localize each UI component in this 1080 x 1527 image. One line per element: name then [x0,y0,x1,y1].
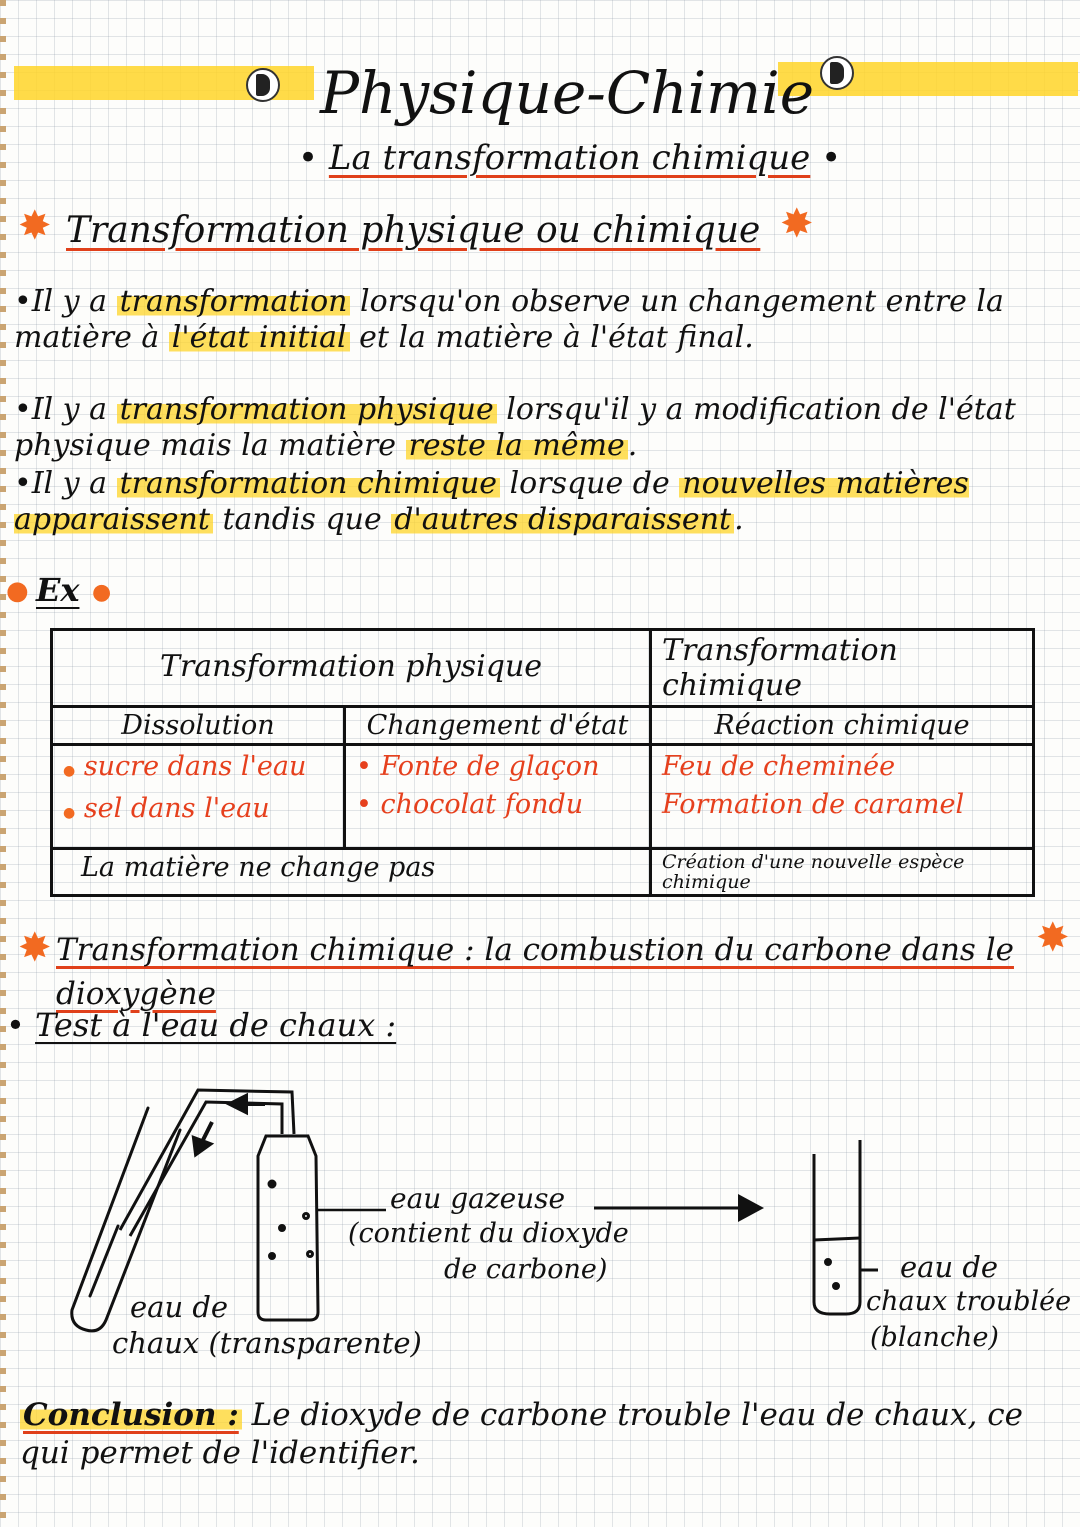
star-icon: ✸ [780,201,814,247]
table-head-chemical: Transformation chimique [651,630,1034,707]
paragraph-chemical: •Il y a transformation chimique lorsque de nouvelles matières apparaissent tandis que d'autres disparaissent . [14,466,969,537]
table-sub-reaction: Réaction chimique [651,707,1034,745]
dot-icon: ● [6,576,29,606]
label-eau-gazeuse-note1: (contient du dioxyde [348,1218,629,1249]
examples-table [50,628,1035,897]
label-cloudy-1: eau de [900,1250,999,1284]
star-icon: ✸ [18,925,52,971]
list-item: Feu de cheminée [662,751,896,782]
binder-holes [0,0,6,1527]
subtitle-text: La transformation chimique [328,138,811,178]
table-footer-chemical: Création d'une nouvelle espèce chimique [651,849,1034,896]
list-item: • chocolat fondu [356,789,584,820]
binder-hole-right-icon [820,56,854,90]
conclusion [20,1396,1060,1472]
conclusion-text: Le dioxyde de carbone trouble l'eau de chaux, ce qui permet de l'identifier. [20,1397,1023,1471]
section2-heading: Transformation chimique : la combustion du carbone dans le dioxygène [56,932,1014,1012]
binder-hole-left-icon [246,68,280,102]
list-item: ● sucre dans l'eau [63,751,307,782]
label-limewater-2: chaux (transparente) [112,1326,422,1360]
star-icon: ✸ [18,203,52,249]
label-eau-gazeuse-note2: de carbone) [444,1254,608,1285]
list-item: • Fonte de glaçon [356,751,600,782]
example-label: Ex [36,571,80,609]
paragraph-transformation: •Il y a transformation lorsqu'on observe un changement entre la matière à l'état initial et la matière à l'état final. [14,284,1004,355]
section1-heading: Transformation physique ou chimique [66,210,761,251]
page-title: Physique-Chimie [320,59,815,127]
dot-icon: ● [92,580,112,605]
table-cell-dissolution [52,745,345,849]
list-item: Formation de caramel [662,789,965,820]
table-sub-dissolution: Dissolution [52,707,345,745]
table-cell-state [345,745,651,849]
list-item: ● sel dans l'eau [63,793,270,824]
label-cloudy-2: chaux troublée [866,1286,1072,1317]
page-subtitle: • La transformation chimique • [298,138,842,178]
test-label: Test à l'eau de chaux : [35,1006,397,1044]
star-icon: ✸ [1036,915,1070,961]
paragraph-physical: •Il y a transformation physique lorsqu'il y a modification de l'état physique mais la matière reste la même . [14,392,1016,463]
label-cloudy-3: (blanche) [870,1322,999,1353]
label-limewater-1: eau de [130,1290,229,1324]
table-sub-state: Changement d'état [345,707,651,745]
table-head-physical: Transformation physique [52,630,651,707]
collection-bottle [258,1136,318,1320]
table-footer-physical: La matière ne change pas [52,849,651,896]
test-label-row: • Test à l'eau de chaux : [6,1006,397,1044]
conclusion-label: Conclusion : [20,1397,242,1433]
table-cell-reaction [651,745,1034,849]
label-eau-gazeuse: eau gazeuse [390,1182,566,1215]
